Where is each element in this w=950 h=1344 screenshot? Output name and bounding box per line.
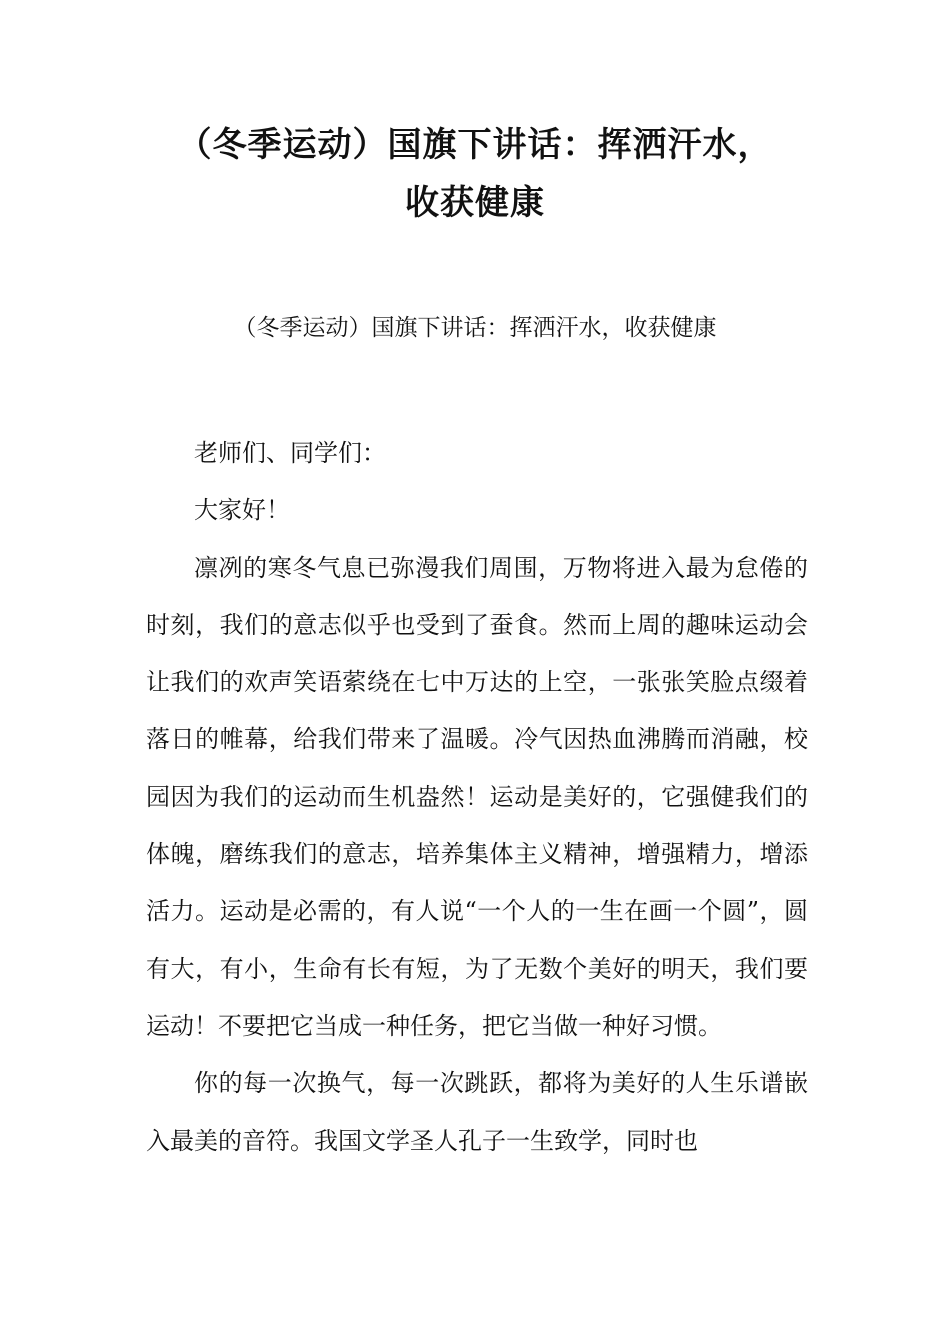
title-line-1: （冬季运动）国旗下讲话：挥洒汗水， [177,125,773,165]
document-subtitle: （冬季运动）国旗下讲话：挥洒汗水，收获健康 [233,315,717,341]
document-title [120,116,830,232]
body-paragraph: 凛冽的寒冬气息已弥漫我们周围，万物将进入最为怠倦的时刻，我们的意志似乎也受到了蚕食。然而上周的趣味运动会让我们的欢声笑语萦绕在七中万达的上空，一张张笑脸点缀着落日的帷幕，给我们带来了温暖。冷气因热血沸腾而消融，校园因为我们的运动而生机盎然！运动是美好的，它强健我们的体魄，磨练我们的意志，培养集体主义精神，增强精力，增添活力。运动是必需的，有人说“一个人的一生在画一个圆”，圆有大，有小，生命有长有短，为了无数个美好的明天，我们要运动！不要把它当成一种任务，把它当做一种好习惯。 [146,553,808,1040]
body-paragraph: 你的每一次换气，每一次跳跃，都将为美好的人生乐谱嵌入最美的音符。我国文学圣人孔子一生致学，同时也 [146,1069,808,1155]
title-line-2: 收获健康 [405,183,545,223]
greeting-paragraph: 大家好！ [194,496,290,525]
document-body [146,425,808,1170]
salutation-paragraph: 老师们、同学们： [194,439,386,467]
